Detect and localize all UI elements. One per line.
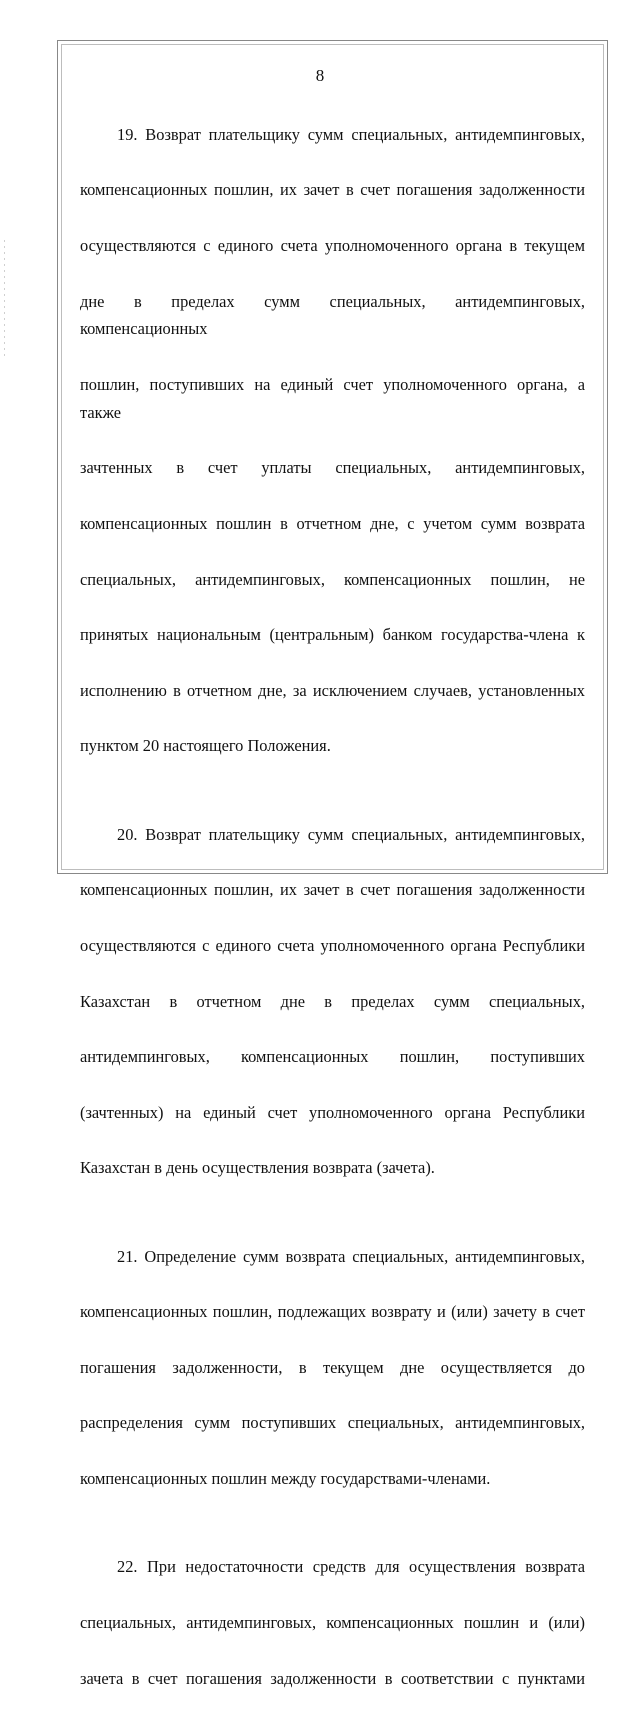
text-line: осуществляются с единого счета уполномоченного органа Республики	[80, 935, 585, 955]
text-line: компенсационных пошлин, их зачет в счет погашения задолженности	[80, 880, 585, 900]
text-line: осуществляются с единого счета уполномоченного органа в текущем	[80, 235, 585, 255]
text-line: пунктом 20 настоящего Положения.	[80, 736, 331, 756]
text-line: компенсационных пошлин, их зачет в счет погашения задолженности	[80, 180, 585, 200]
text-line: 21. Определение сумм возврата специальных, антидемпинговых,	[117, 1246, 585, 1266]
paragraph-21	[80, 1215, 585, 1521]
text-line: компенсационных пошлин в отчетном дне, с учетом сумм возврата	[80, 513, 585, 533]
text-line: пошлин, поступивших на единый счет уполномоченного органа, а также	[80, 374, 585, 422]
paragraph-19	[80, 93, 585, 788]
text-line: 19. Возврат плательщику сумм специальных, антидемпинговых,	[117, 124, 585, 144]
text-line: принятых национальным (центральным) банком государства-члена к	[80, 625, 585, 645]
text-line: специальных, антидемпинговых, компенсационных пошлин и (или)	[80, 1613, 585, 1633]
text-line: (зачтенных) на единый счет уполномоченного органа Республики	[80, 1102, 585, 1122]
text-line: дне в пределах сумм специальных, антидемпинговых, компенсационных	[80, 291, 585, 339]
text-line: зачета в счет погашения задолженности в соответствии с пунктами	[80, 1668, 585, 1688]
page-number: 8	[315, 66, 325, 85]
text-line: компенсационных пошлин между государствами-членами.	[80, 1469, 491, 1489]
document-body	[80, 93, 585, 1725]
text-line: 20. Возврат плательщику сумм специальных, антидемпинговых,	[117, 824, 585, 844]
paragraph-22	[80, 1526, 585, 1721]
text-line: компенсационных пошлин, подлежащих возврату и (или) зачету в счет	[80, 1302, 585, 1322]
text-line: антидемпинговых, компенсационных пошлин, поступивших	[80, 1047, 585, 1067]
text-line: зачтенных в счет уплаты специальных, антидемпинговых,	[80, 458, 585, 478]
scan-edge-mark	[4, 240, 5, 360]
text-line: Казахстан в отчетном дне в пределах сумм специальных,	[80, 991, 585, 1011]
text-line: специальных, антидемпинговых, компенсационных пошлин, не	[80, 569, 585, 589]
text-line: исполнению в отчетном дне, за исключением случаев, установленных	[80, 680, 585, 700]
text-line: погашения задолженности, в текущем дне осуществляется до	[80, 1357, 585, 1377]
text-line: 22. При недостаточности средств для осуществления возврата	[117, 1557, 585, 1577]
text-line: распределения сумм поступивших специальных, антидемпинговых,	[80, 1413, 585, 1433]
text-line: Казахстан в день осуществления возврата (зачета).	[80, 1158, 435, 1178]
paragraph-20	[80, 793, 585, 1210]
